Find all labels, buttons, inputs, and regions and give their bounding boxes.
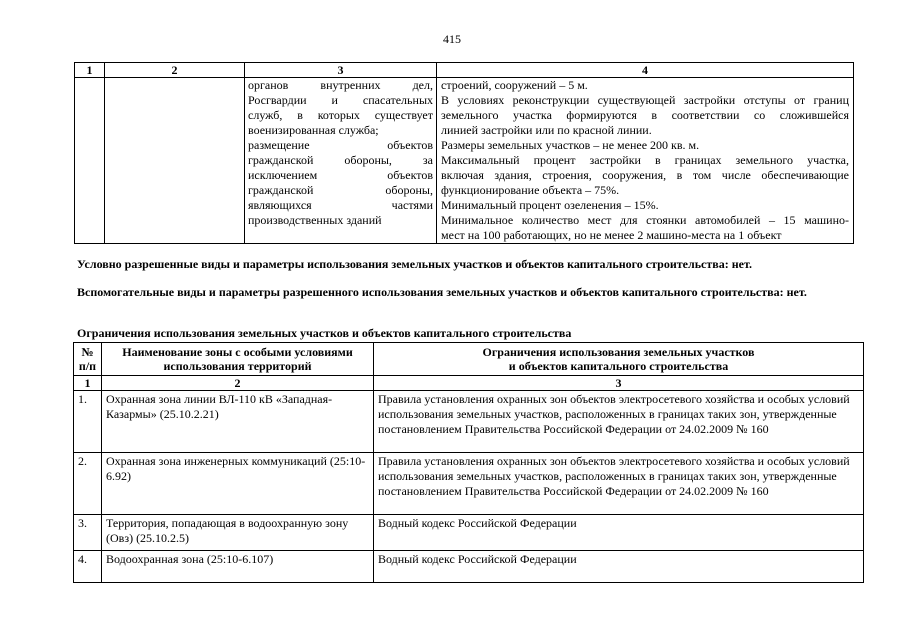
parameters-line: мест на 100 работающих, но не менее 2 машино-места на 1 объект (441, 228, 782, 242)
table1-cell-col1 (75, 78, 105, 244)
zone-name: Охранная зона инженерных коммуникаций (25:10-6.92) (102, 453, 374, 515)
table-row (74, 551, 864, 583)
use-types-line: гражданской обороны, за (248, 153, 433, 167)
use-types-line: размещение объектов (248, 138, 433, 152)
restriction-text: Водный кодекс Российской Федерации (374, 515, 864, 551)
use-types-line: производственных зданий (248, 213, 382, 227)
table-row (74, 515, 864, 551)
table1-header-row (75, 63, 854, 78)
row-number: 4. (74, 551, 102, 583)
parameters-line: функционирование объекта – 75%. (441, 183, 620, 197)
auxiliary-uses-paragraph: Вспомогательные виды и параметры разрешенного использования земельных участков и объектов капитального строительства: нет. (77, 285, 807, 299)
table2-column-numbers-row (74, 376, 864, 391)
parameters-line: Минимальное количество мест для стоянки автомобилей – 15 машино- (441, 213, 849, 227)
table1-col-3-header: 3 (245, 63, 437, 78)
parameters-line: Максимальный процент застройки в границах земельного участка, (441, 153, 849, 167)
table1-row (75, 78, 854, 244)
page-number: 415 (443, 32, 461, 46)
parameters-line: линией застройки или по красной линии. (441, 123, 652, 137)
table1-cell-parameters (437, 78, 854, 244)
restrictions-title: Ограничения использования земельных участков и объектов капитального строительства (77, 326, 572, 340)
table1-cell-use-types (245, 78, 437, 244)
table2-header-row (74, 343, 864, 376)
table-row (74, 453, 864, 515)
parameters-line: включая здания, строения, сооружения, в том числе обеспечивающие (441, 168, 849, 182)
row-number: 1. (74, 391, 102, 453)
table2-col-number: 1 (74, 376, 102, 391)
parameters-line: Размеры земельных участков – не менее 200 кв. м. (441, 138, 700, 152)
use-types-line: органов внутренних дел, (248, 78, 433, 92)
use-types-line: исключением объектов (248, 168, 433, 182)
table2-num-header: № п/п (74, 343, 102, 376)
table1-cell-col2 (105, 78, 245, 244)
table1-col-4-header: 4 (437, 63, 854, 78)
parameters-line: земельного участка формируются в соответствии со сложившейся (441, 108, 849, 122)
parameters-line: строений, сооружений – 5 м. (441, 78, 588, 92)
restrictions-table (73, 342, 864, 583)
use-types-line: служб, в которых существует (248, 108, 433, 122)
zoning-parameters-table (74, 62, 854, 244)
table2-col-number: 3 (374, 376, 864, 391)
zone-name: Территория, попадающая в водоохранную зону (Овз) (25.10.2.5) (102, 515, 374, 551)
use-types-line: являющихся частями (248, 198, 433, 212)
parameters-line: Минимальный процент озеленения – 15%. (441, 198, 659, 212)
use-types-line: военизированная служба; (248, 123, 379, 137)
table2-col-number: 2 (102, 376, 374, 391)
table1-col-1-header: 1 (75, 63, 105, 78)
row-number: 3. (74, 515, 102, 551)
table-row (74, 391, 864, 453)
restriction-text: Водный кодекс Российской Федерации (374, 551, 864, 583)
row-number: 2. (74, 453, 102, 515)
conditional-uses-paragraph: Условно разрешенные виды и параметры использования земельных участков и объектов капитального строительства: нет. (77, 257, 752, 271)
use-types-line: гражданской обороны, (248, 183, 433, 197)
zone-name: Охранная зона линии ВЛ-110 кВ «Западная-Казармы» (25.10.2.21) (102, 391, 374, 453)
restriction-text: Правила установления охранных зон объектов электросетевого хозяйства и особых условий использования земельных участков, расположенных в границах таких зон, утвержденные постановлением Правительства Российской Федерации от 24.02.2009 № 160 (374, 391, 864, 453)
table1-col-2-header: 2 (105, 63, 245, 78)
use-types-line: Росгвардии и спасательных (248, 93, 433, 107)
table2-restriction-header: Ограничения использования земельных участков и объектов капитального строительства (374, 343, 864, 376)
table2-zone-header: Наименование зоны с особыми условиями использования территорий (102, 343, 374, 376)
restriction-text: Правила установления охранных зон объектов электросетевого хозяйства и особых условий использования земельных участков, расположенных в границах таких зон, утвержденные постановлением Правительства Российской Федерации от 24.02.2009 № 160 (374, 453, 864, 515)
zone-name: Водоохранная зона (25:10-6.107) (102, 551, 374, 583)
parameters-line: В условиях реконструкции существующей застройки отступы от границ (441, 93, 849, 107)
